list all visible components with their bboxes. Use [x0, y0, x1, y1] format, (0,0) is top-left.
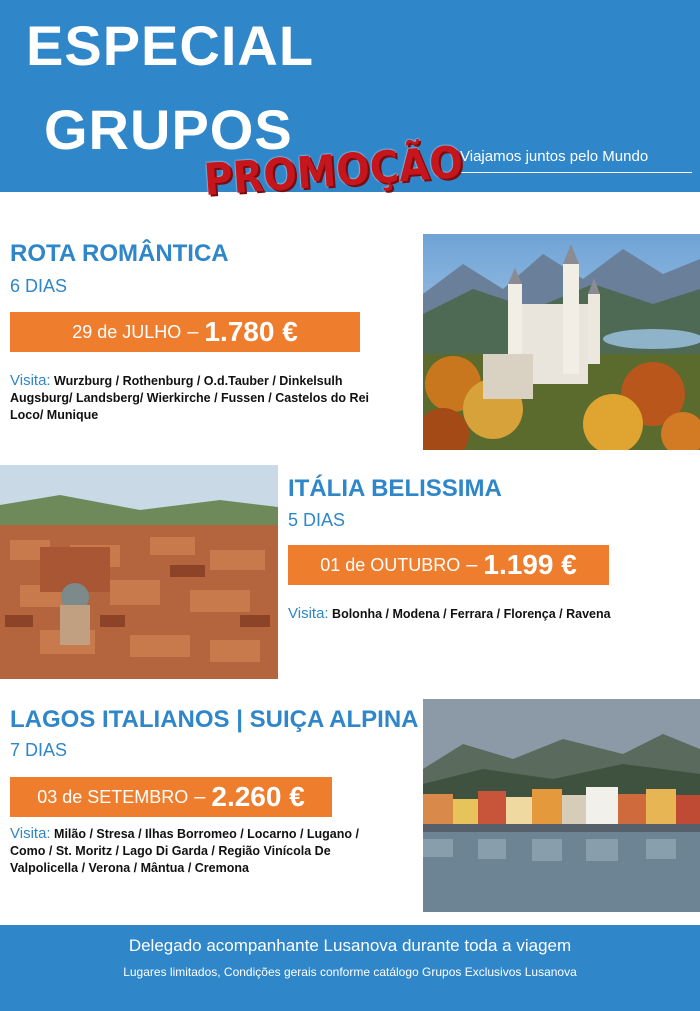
tour-date: 29 de JULHO [72, 321, 182, 342]
visit-line: Valpolicella / Verona / Mântua / Cremona [10, 861, 249, 875]
visit-list [10, 372, 405, 424]
tour-days: 5 DIAS [288, 510, 346, 530]
tour-price: 1.780 € [204, 316, 298, 347]
tour-title-italia-belissima: ITÁLIA BELISSIMA [288, 475, 502, 502]
footer-line1: Delegado acompanhante Lusanova durante toda a viagem [128, 936, 572, 955]
price-separator: – [187, 320, 199, 343]
title-especial: ESPECIAL [26, 14, 315, 77]
price-bar [10, 777, 332, 817]
tour-price: 1.199 € [483, 549, 577, 580]
visit-line: Milão / Stresa / Ilhas Borromeo / Locarno / Lugano / [50, 827, 359, 841]
visit-label: Visita: [10, 825, 51, 842]
footer-line2: Lugares limitados, Condições gerais conforme catálogo Grupos Exclusivos Lusanova [123, 965, 577, 979]
neuschwanstein-castle-image [423, 234, 700, 450]
title-grupos: GRUPOS [44, 98, 293, 161]
tour-days: 6 DIAS [10, 276, 68, 296]
price-bar [10, 312, 360, 352]
price-separator: – [194, 785, 206, 808]
visit-label: Visita: [10, 372, 51, 389]
visit-line: Como / St. Moritz / Lago Di Garda / Região Vinícola De [10, 844, 331, 858]
tour-price: 2.260 € [211, 781, 305, 812]
tour-title-lagos-italianos: LAGOS ITALIANOS | SUIÇA ALPINA [10, 706, 419, 733]
tour-date: 01 de OUTUBRO [320, 554, 461, 575]
visit-line: Loco/ Munique [10, 408, 99, 422]
visit-list [288, 605, 688, 623]
tagline-underline [456, 172, 692, 173]
visit-line: Wurzburg / Rothenburg / O.d.Tauber / Dinkelsulh [50, 374, 343, 388]
visit-line: Augsburg/ Landsberg/ Wierkirche / Fussen / Castelos do Rei [10, 391, 369, 405]
tour-days: 7 DIAS [10, 740, 68, 760]
tour-date: 03 de SETEMBRO [37, 786, 189, 807]
visit-list [10, 825, 415, 877]
tour-title-rota-romantica: ROTA ROMÂNTICA [10, 240, 229, 267]
bologna-city-image [0, 465, 278, 679]
tagline: Viajamos juntos pelo Mundo [460, 148, 649, 165]
promo-stamp: PROMOÇÃO [202, 136, 465, 206]
visit-label: Visita: [288, 605, 329, 622]
footer-banner [0, 925, 700, 1011]
visit-line: Bolonha / Modena / Ferrara / Florença / Ravena [328, 607, 611, 621]
price-separator: – [466, 553, 478, 576]
italian-lake-town-image [423, 699, 700, 912]
price-bar [288, 545, 609, 585]
